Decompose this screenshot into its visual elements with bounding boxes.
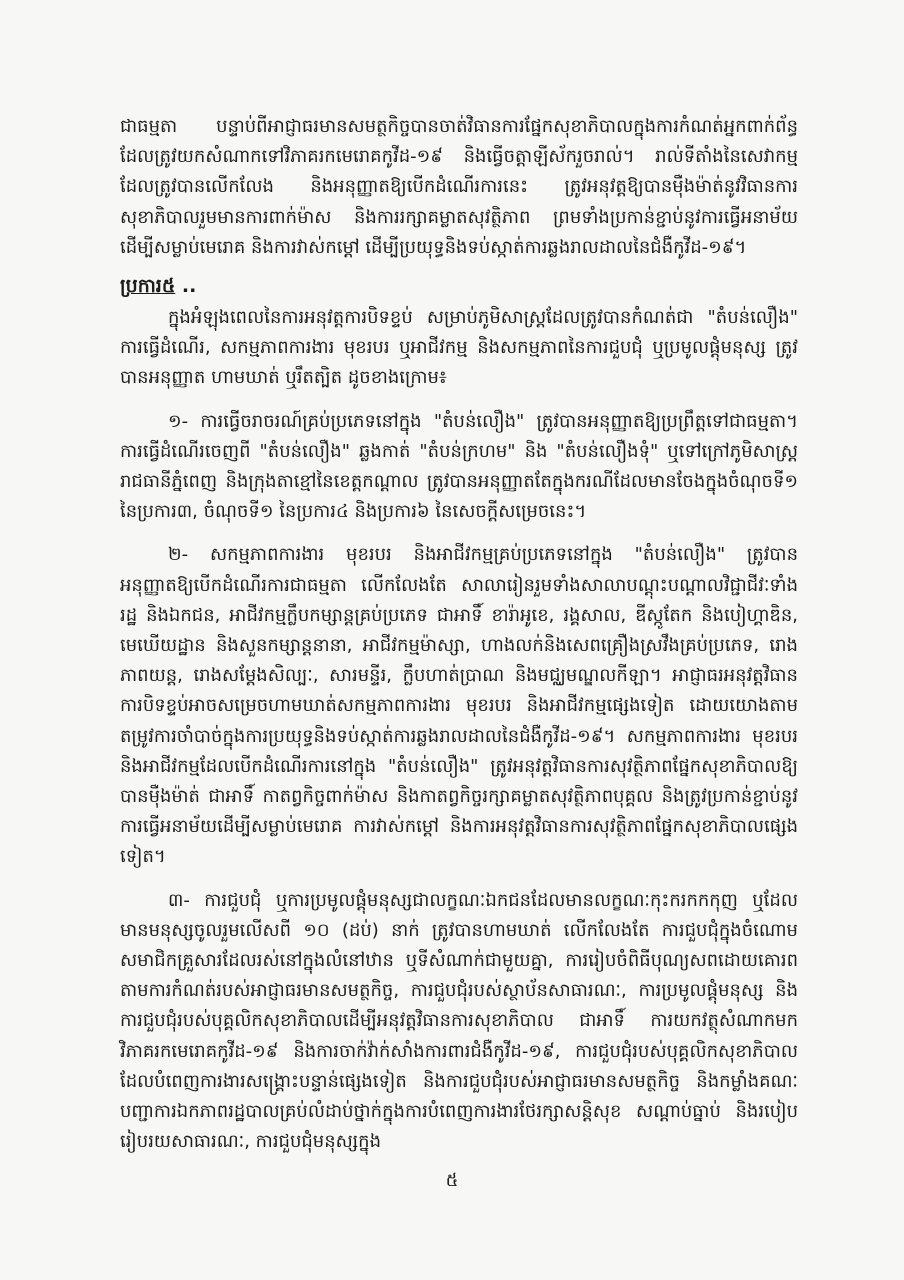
point-1-paragraph: ១- ការធ្វើចរាចរណ៍គ្រប់ប្រភេទនៅក្នុង "តំបន់លឿង" ត្រូវបានអនុញ្ញាតឱ្យប្រព្រឹត្តទៅជាធម្មតា។ ការធ្វើដំណើរចេញពី "តំបន់លឿង" ឆ្លងកាត់ "តំបន់ក្រហម" និង "តំបន់លឿងទុំ" ឬទៅក្រៅភូមិសាស្ត្ររាជធានីភ្នំពេញ និងក្រុងតាខ្មៅនៃខេត្តកណ្ដាល ត្រូវបានអនុញ្ញាតតែក្នុងករណីដែលមានចែងក្នុងចំណុចទី១ នៃប្រការ៣, ចំណុចទី១ នៃប្រការ៤ និងប្រការ៦ នៃសេចក្ដីសម្រេចនេះ។ bbox=[120, 410, 798, 523]
article-heading-text: ប្រការ៥ bbox=[120, 275, 176, 298]
article-heading bbox=[120, 271, 798, 301]
article-lead-paragraph: ក្នុងអំឡុងពេលនៃការអនុវត្តការបិទខ្ទប់ សម្រាប់ភូមិសាស្ត្រដែលត្រូវបានកំណត់ជា "តំបន់លឿង" ការធ្វើដំណើរ, សកម្មភាពការងារ មុខរបរ ឬអាជីវកម្ម និងសកម្មភាពនៃការជួបជុំ ឬប្រមូលផ្តុំមនុស្ស ត្រូវបានអនុញ្ញាត ហាមឃាត់ ឬរឹតត្បិត ដូចខាងក្រោម៖ bbox=[120, 307, 798, 389]
intro-paragraph: ជាធម្មតា បន្ទាប់ពីអាជ្ញាធរមានសមត្ថកិច្ចបានចាត់វិធានការផ្នែកសុខាភិបាលក្នុងការកំណត់អ្នកពាក់ព័ន្ធ ដែលត្រូវយកសំណាកទៅវិភាគរកមេរោគកូវីដ-១៩ និងធ្វើចត្តាឡីស័ករួចរាល់។ រាល់ទីតាំងនៃសេវាកម្មដែលត្រូវបានលើកលែង និងអនុញ្ញាតឱ្យបើកដំណើរការនេះ ត្រូវអនុវត្តឱ្យបានម៉ឺងម៉ាត់នូវវិធានការសុខាភិបាលរួមមានការពាក់ម៉ាស និងការរក្សាគម្លាតសុវត្ថិភាព ព្រមទាំងប្រកាន់ខ្ជាប់នូវការធ្វើអនាម័យដើម្បីសម្លាប់មេរោគ និងការវាស់កម្ដៅ ដើម្បីប្រយុទ្ធនិងទប់ស្កាត់ការឆ្លងរាលដាលនៃជំងឺកូវីដ-១៩។ bbox=[120, 116, 798, 258]
point-3-paragraph: ៣- ការជួបជុំ ឬការប្រមូលផ្តុំមនុស្សជាលក្ខណៈឯកជនដែលមានលក្ខណៈកុះករកកកុញ ឬដែលមានមនុស្សចូលរួមលើសពី ១០ (ដប់) នាក់ ត្រូវបានហាមឃាត់ លើកលែងតែ ការជួបជុំក្នុងចំណោមសមាជិកគ្រួសារដែលរស់នៅក្នុងលំនៅឋាន ឬទីសំណាក់ជាមួយគ្នា, ការរៀបចំពិធីបុណ្យសពដោយគោរពតាមការកំណត់របស់អាជ្ញាធរមានសមត្ថកិច្ច, ការជួបជុំរបស់ស្ថាប័នសាធារណៈ, ការប្រមូលផ្តុំមនុស្ស និងការជួបជុំរបស់បុគ្គលិកសុខាភិបាលដើម្បីអនុវត្តវិធានការសុខាភិបាល ជាអាទិ៍ ការយកវត្ថុសំណាកមកវិភាគរកមេរោគកូវីដ-១៩ និងការចាក់វ៉ាក់សាំងការពារជំងឺកូវីដ-១៩, ការជួបជុំរបស់បុគ្គលិកសុខាភិបាលដែលបំពេញការងារសង្គ្រោះបន្ទាន់ផ្សេងទៀត និងការជួបជុំរបស់អាជ្ញាធរមានសមត្ថកិច្ច និងកម្លាំងគណៈបញ្ជាការឯកភាពរដ្ឋបាលគ្រប់លំដាប់ថ្នាក់ក្នុងការបំពេញការងារថែរក្សាសន្តិសុខ សណ្ដាប់ធ្នាប់ និងរបៀបរៀបរយសាធារណៈ, ការជួបជុំមនុស្សក្នុង bbox=[120, 889, 798, 1153]
page-number: ៥ bbox=[445, 1170, 459, 1191]
point-2-paragraph: ២- សកម្មភាពការងារ មុខរបរ និងអាជីវកម្មគ្រប់ប្រភេទនៅក្នុង "តំបន់លឿង" ត្រូវបានអនុញ្ញាតឱ្យបើកដំណើរការជាធម្មតា លើកលែងតែ សាលារៀនរួមទាំងសាលាបណ្ដុះបណ្ដាលវិជ្ជាជីវៈទាំងរដ្ឋ និងឯកជន, អាជីវកម្មក្លឹបកម្សាន្តគ្រប់ប្រភេទ ជាអាទិ៍ ខារ៉ាអូខេ, រង្គសាល, ឌីស្កូតែក និងបៀហ្គាឌិន, មេឃើយដ្ឋាន និងសួនកម្សាន្តនានា, អាជីវកម្មម៉ាស្សា, ហាងលក់និងសេពគ្រឿងស្រវឹងគ្រប់ប្រភេទ, រោងភាពយន្ត, រោងសម្ដែងសិល្បៈ, សារមន្ទីរ, ក្លឹបហាត់ប្រាណ និងមជ្ឈមណ្ឌលកីឡា។ អាជ្ញាធរអនុវត្តវិធានការបិទខ្ទប់អាចសម្រេចហាមឃាត់សកម្មភាពការងារ មុខរបរ និងអាជីវកម្មផ្សេងទៀត ដោយយោងតាមតម្រូវការចាំបាច់ក្នុងការប្រយុទ្ធនិងទប់ស្កាត់ការឆ្លងរាលដាលនៃជំងឺកូវីដ-១៩។ សកម្មភាពការងារ មុខរបរ និងអាជីវកម្មដែលបើកដំណើរការនៅក្នុង "តំបន់លឿង" ត្រូវអនុវត្តវិធានការសុវត្ថិភាពផ្នែកសុខាភិបាលឱ្យបានម៉ឺងម៉ាត់ ជាអាទិ៍ កាតព្វកិច្ចពាក់ម៉ាស និងកាតព្វកិច្ចរក្សាគម្លាតសុវត្ថិភាពបុគ្គល និងត្រូវប្រកាន់ខ្ជាប់នូវការធ្វើអនាម័យដើម្បីសម្លាប់មេរោគ ការវាស់កម្ដៅ និងការអនុវត្តវិធានការសុវត្ថិភាពផ្នែកសុខាភិបាលផ្សេងទៀត។ bbox=[120, 544, 798, 868]
article-heading-suffix: .. bbox=[175, 275, 197, 298]
